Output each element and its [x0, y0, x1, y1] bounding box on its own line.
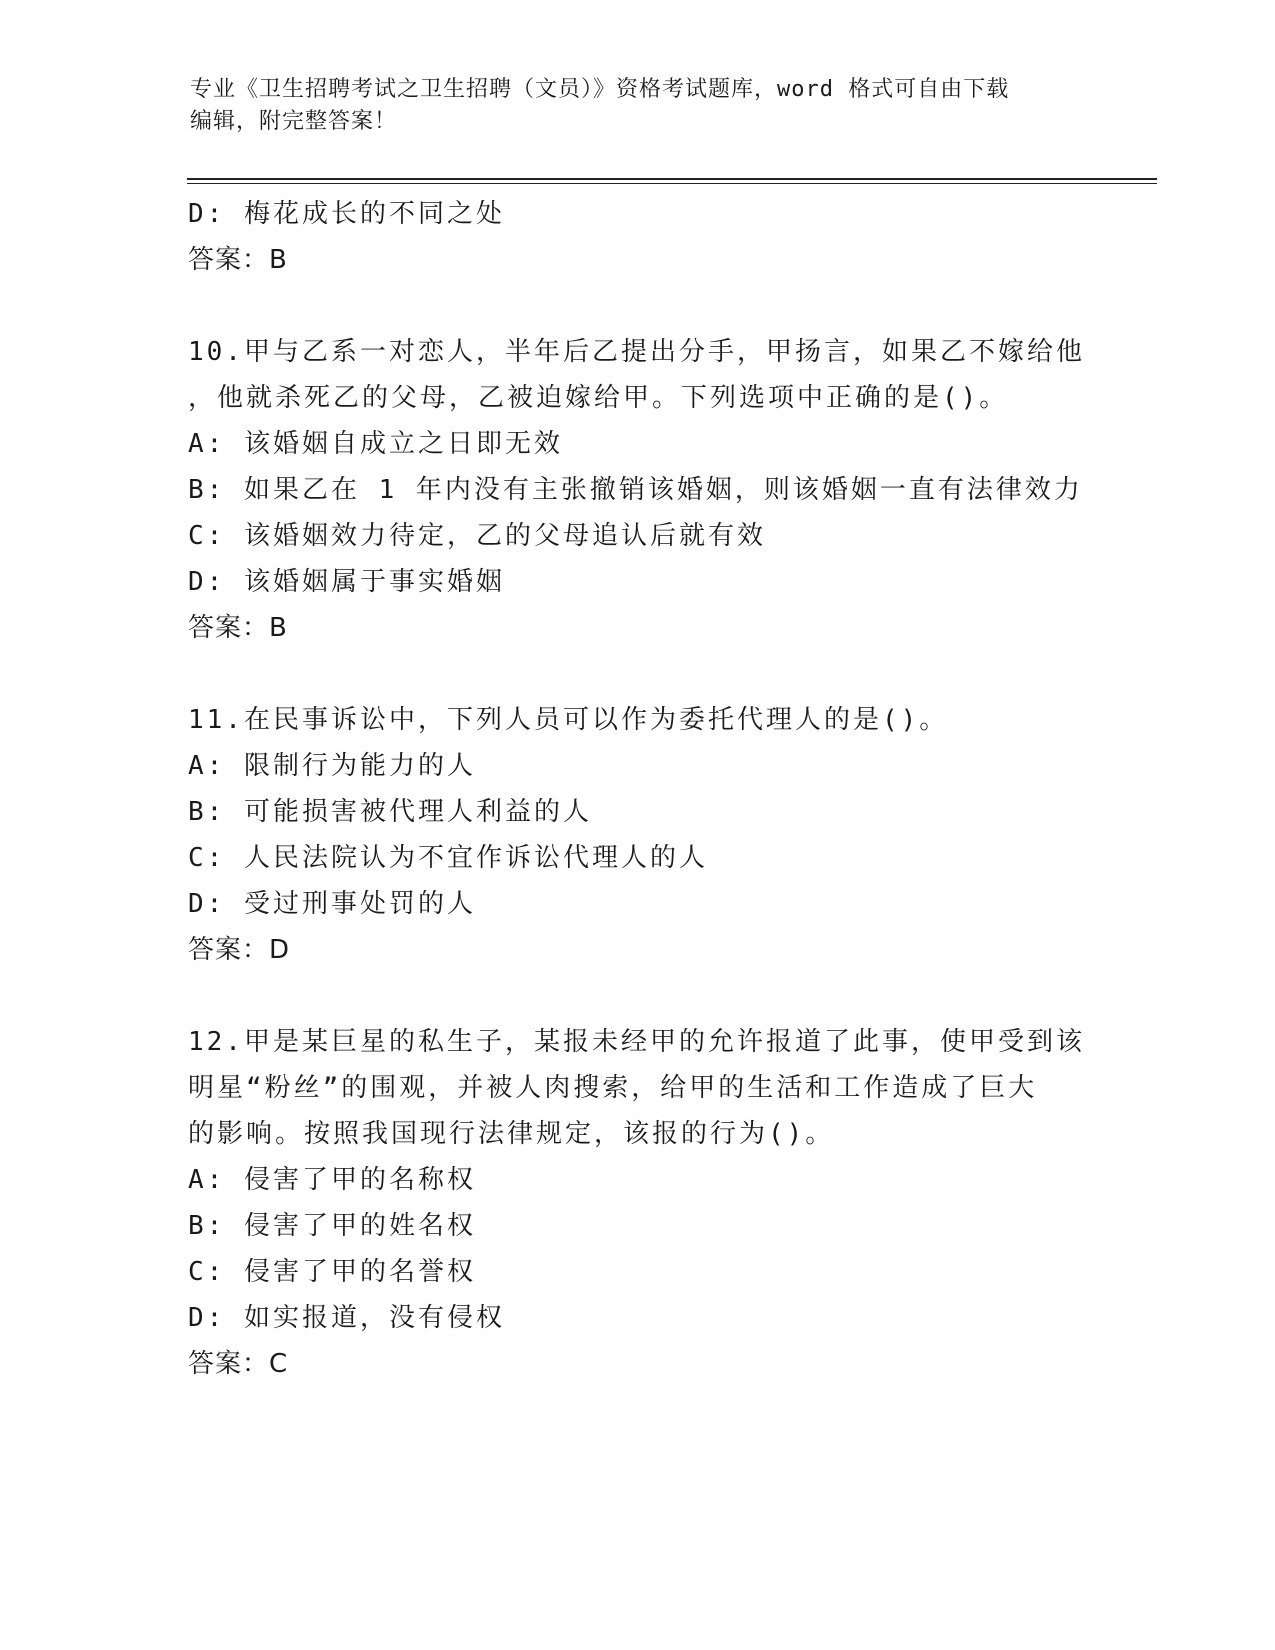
- option-a: A: 侵害了甲的名称权: [188, 1165, 476, 1195]
- answer-line: 答案：C: [188, 1349, 289, 1379]
- option-d: D: 梅花成长的不同之处: [188, 199, 505, 229]
- answer-line: 答案：D: [188, 935, 291, 965]
- question-11: [188, 697, 1088, 973]
- option-c: C: 人民法院认为不宜作诉讼代理人的人: [188, 843, 708, 873]
- option-d: D: 受过刑事处罚的人: [188, 889, 476, 919]
- answer-line: 答案：B: [188, 245, 288, 275]
- previous-question-tail: [188, 191, 1088, 283]
- header-divider-thin: [187, 183, 1157, 184]
- question-list: [188, 191, 1088, 1387]
- question-10: [188, 329, 1088, 651]
- spacer: [188, 651, 1088, 697]
- option-c: C: 该婚姻效力待定，乙的父母追认后就有效: [188, 521, 766, 551]
- question-stem-line-1: 11.在民事诉讼中，下列人员可以作为委托代理人的是()。: [188, 705, 949, 735]
- question-12: [188, 1019, 1088, 1387]
- header-line-1: 专业《卫生招聘考试之卫生招聘（文员）》资格考试题库，word 格式可自由下载: [190, 77, 1010, 102]
- question-stem-line-2: 明星“粉丝”的围观，并被人肉搜索，给甲的生活和工作造成了巨大: [188, 1073, 1038, 1103]
- option-d: D: 如实报道，没有侵权: [188, 1303, 505, 1333]
- option-a: A: 该婚姻自成立之日即无效: [188, 429, 563, 459]
- question-stem-line-2: ，他就杀死乙的父母，乙被迫嫁给甲。下列选项中正确的是()。: [188, 383, 1009, 413]
- option-b: B: 侵害了甲的姓名权: [188, 1211, 476, 1241]
- spacer: [188, 283, 1088, 329]
- option-a: A: 限制行为能力的人: [188, 751, 476, 781]
- header-line-2: 编辑，附完整答案！: [190, 109, 398, 134]
- header-divider-thick: [187, 178, 1157, 180]
- spacer: [188, 973, 1088, 1019]
- question-stem-line-1: 10.甲与乙系一对恋人，半年后乙提出分手，甲扬言，如果乙不嫁给他: [188, 337, 1085, 367]
- option-b: B: 可能损害被代理人利益的人: [188, 797, 592, 827]
- document-header: [190, 74, 1090, 138]
- question-stem-line-1: 12.甲是某巨星的私生子，某报未经甲的允许报道了此事，使甲受到该: [188, 1027, 1085, 1057]
- option-d: D: 该婚姻属于事实婚姻: [188, 567, 505, 597]
- question-stem-line-3: 的影响。按照我国现行法律规定，该报的行为()。: [188, 1119, 835, 1149]
- answer-line: 答案：B: [188, 613, 288, 643]
- option-c: C: 侵害了甲的名誉权: [188, 1257, 476, 1287]
- option-b: B: 如果乙在 1 年内没有主张撤销该婚姻，则该婚姻一直有法律效力: [188, 475, 1083, 505]
